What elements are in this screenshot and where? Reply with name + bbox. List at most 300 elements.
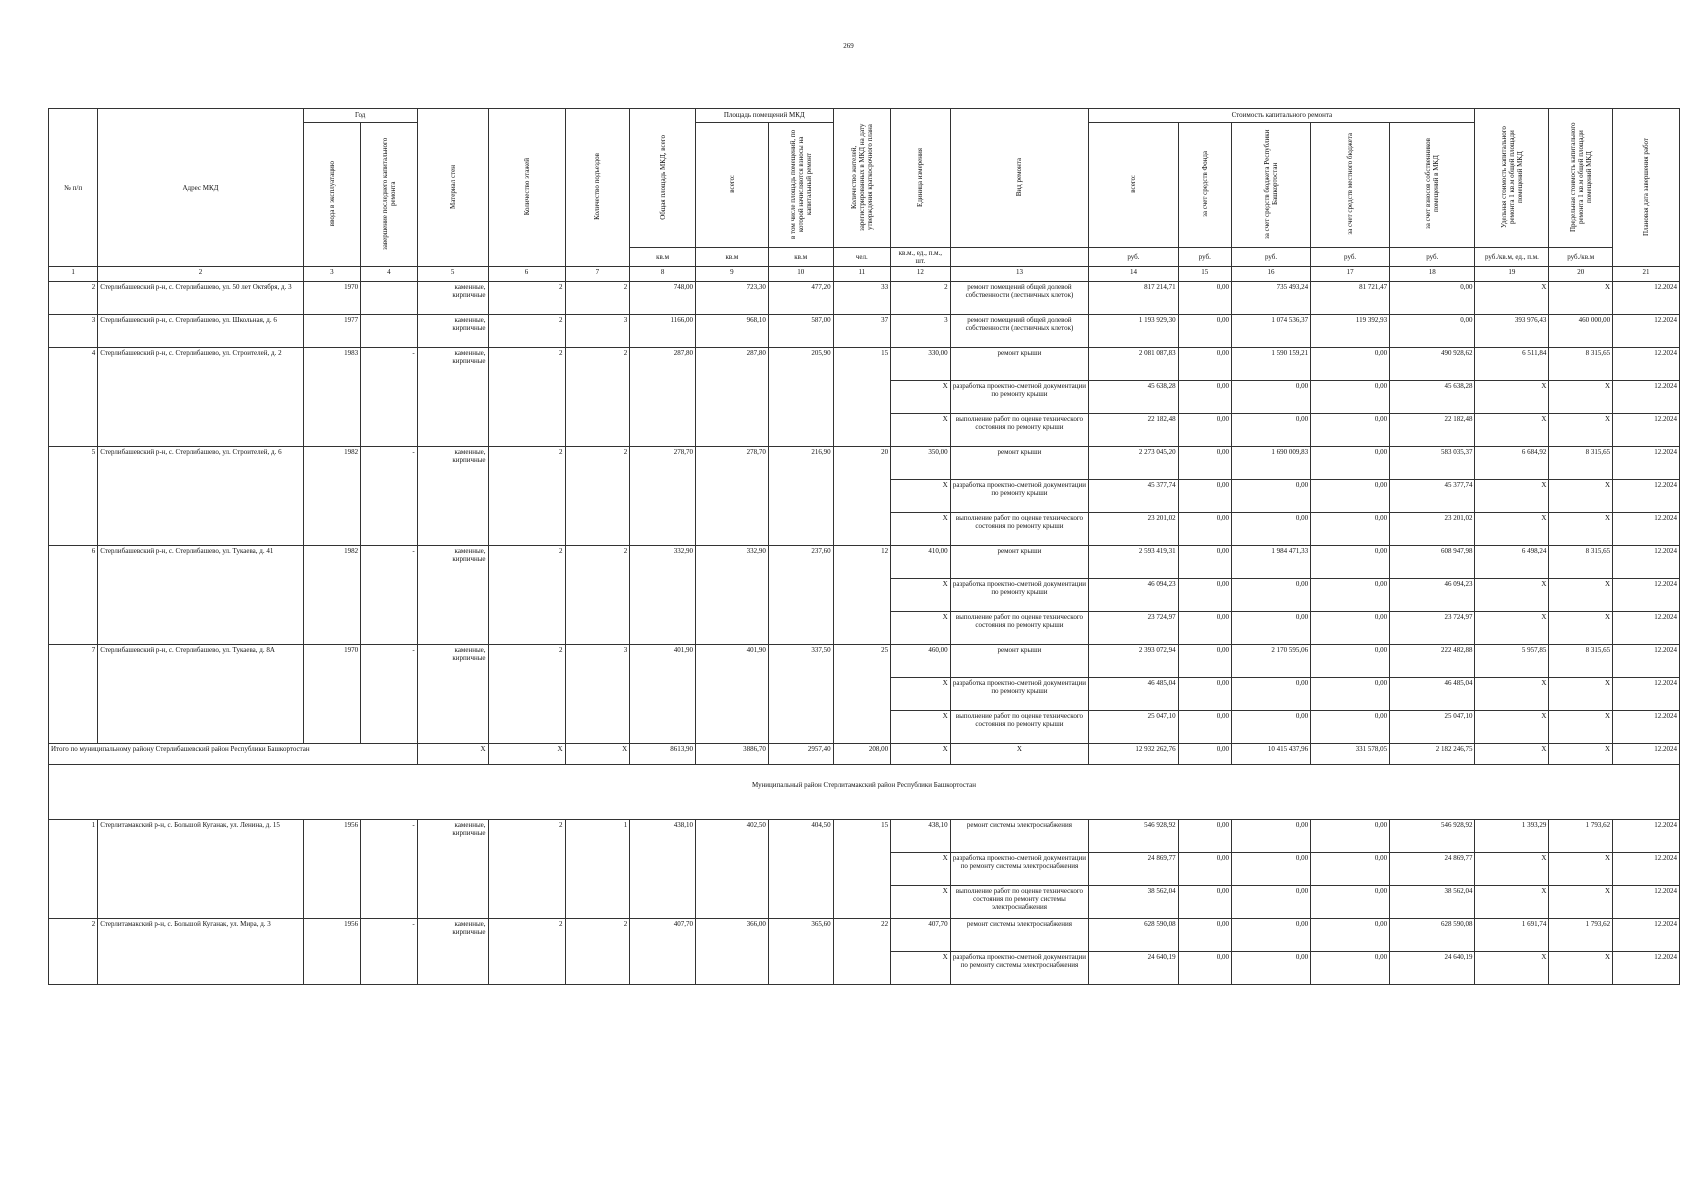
header-cost-total: всего: xyxy=(1089,123,1178,248)
limit-cost: 8 315,65 xyxy=(1549,546,1613,579)
cost-total: 2 593 419,31 xyxy=(1089,546,1178,579)
deadline: 12.2024 xyxy=(1613,315,1680,348)
column-number: 9 xyxy=(695,267,768,282)
cost-local: 0,00 xyxy=(1311,612,1390,645)
year-last-repair: - xyxy=(361,645,418,744)
deadline: 12.2024 xyxy=(1613,579,1680,612)
cost-total: 2 081 087,83 xyxy=(1089,348,1178,381)
work-quantity: X xyxy=(891,513,951,546)
cost-fund: 0,00 xyxy=(1178,381,1231,414)
residents-count: 15 xyxy=(833,820,891,919)
header-floors: Количество этажей xyxy=(488,109,565,267)
cost-total: 38 562,04 xyxy=(1089,886,1178,919)
cost-total: 25 047,10 xyxy=(1089,711,1178,744)
work-quantity: X xyxy=(891,381,951,414)
header-unit: Единица измерения xyxy=(891,109,951,248)
total-area: 407,70 xyxy=(630,919,696,985)
cost-republic: 0,00 xyxy=(1232,480,1311,513)
subtotal-prem: 3886,70 xyxy=(695,744,768,765)
deadline: 12.2024 xyxy=(1613,513,1680,546)
cost-total: 1 193 929,30 xyxy=(1089,315,1178,348)
cost-total: 24 869,77 xyxy=(1089,853,1178,886)
entrances-count: 2 xyxy=(565,919,630,985)
unit-cost: X xyxy=(1475,579,1549,612)
table-row xyxy=(49,348,1680,381)
header-year: Год xyxy=(303,109,417,123)
column-number: 3 xyxy=(303,267,361,282)
wall-material: каменные, кирпичные xyxy=(417,348,488,447)
entrances-count: 2 xyxy=(565,447,630,546)
cost-local: 0,00 xyxy=(1311,414,1390,447)
house-address: Стерлитамакский р-н, с. Большой Куганак, ул. Мира, д. 3 xyxy=(98,919,303,985)
cost-fund: 0,00 xyxy=(1178,645,1231,678)
work-type: ремонт системы электроснабжения xyxy=(950,820,1089,853)
subtotal-fund: 0,00 xyxy=(1178,744,1231,765)
work-quantity: X xyxy=(891,678,951,711)
cost-total: 546 928,92 xyxy=(1089,820,1178,853)
cost-local: 0,00 xyxy=(1311,579,1390,612)
cost-owners: 583 035,37 xyxy=(1390,447,1475,480)
table-body-district-a xyxy=(49,282,1680,744)
subtotal-date: 12.2024 xyxy=(1613,744,1680,765)
header-limit-cost: Предельная стоимость капитального ремонта 1 кв.м общей площади помещений МКД xyxy=(1549,109,1613,248)
limit-cost: X xyxy=(1549,711,1613,744)
limit-cost: X xyxy=(1549,952,1613,985)
column-number: 16 xyxy=(1232,267,1311,282)
limit-cost: 460 000,00 xyxy=(1549,315,1613,348)
premises-area-residential: 365,60 xyxy=(768,919,833,985)
table-row xyxy=(49,546,1680,579)
cost-local: 0,00 xyxy=(1311,678,1390,711)
work-type: разработка проектно-сметной документации по ремонту крыши xyxy=(950,381,1089,414)
entrances-count: 2 xyxy=(565,348,630,447)
work-type: ремонт системы электроснабжения xyxy=(950,919,1089,952)
limit-cost: X xyxy=(1549,381,1613,414)
residents-count: 37 xyxy=(833,315,891,348)
cost-local: 0,00 xyxy=(1311,480,1390,513)
subtotal-label: Итого по муниципальному району Стерлибашевский район Республики Башкортостан xyxy=(49,744,418,765)
column-number: 8 xyxy=(630,267,696,282)
premises-area: 332,90 xyxy=(695,546,768,645)
cost-fund: 0,00 xyxy=(1178,546,1231,579)
year-last-repair: - xyxy=(361,820,418,919)
unit-cost: 5 957,85 xyxy=(1475,645,1549,678)
work-type: разработка проектно-сметной документации по ремонту крыши xyxy=(950,480,1089,513)
cost-owners: 24 640,19 xyxy=(1390,952,1475,985)
header-cost-republic: за счет средств бюджета Республики Башкортостан xyxy=(1232,123,1311,248)
table-row xyxy=(49,315,1680,348)
year-built: 1956 xyxy=(303,919,361,985)
cost-total: 46 094,23 xyxy=(1089,579,1178,612)
limit-cost: X xyxy=(1549,513,1613,546)
limit-cost: 1 793,62 xyxy=(1549,919,1613,952)
cost-local: 81 721,47 xyxy=(1311,282,1390,315)
wall-material: каменные, кирпичные xyxy=(417,919,488,985)
house-address: Стерлибашевский р-н, с. Стерлибашево, ул. Тукаева, д. 41 xyxy=(98,546,303,645)
cost-republic: 0,00 xyxy=(1232,886,1311,919)
cost-local: 0,00 xyxy=(1311,447,1390,480)
cost-owners: 25 047,10 xyxy=(1390,711,1475,744)
column-numbers-row xyxy=(49,267,1680,282)
work-quantity: 460,00 xyxy=(891,645,951,678)
unit-rub: руб. xyxy=(1390,248,1475,267)
work-quantity: X xyxy=(891,886,951,919)
cost-total: 23 201,02 xyxy=(1089,513,1178,546)
floors-count: 2 xyxy=(488,315,565,348)
work-type: выполнение работ по оценке технического состояния по ремонту крыши xyxy=(950,414,1089,447)
work-quantity: 438,10 xyxy=(891,820,951,853)
deadline: 12.2024 xyxy=(1613,820,1680,853)
cost-republic: 0,00 xyxy=(1232,711,1311,744)
header-cost-local: за счет средств местного бюджета xyxy=(1311,123,1390,248)
limit-cost: X xyxy=(1549,414,1613,447)
column-number: 5 xyxy=(417,267,488,282)
premises-area: 278,70 xyxy=(695,447,768,546)
subtotal-total: 12 932 262,76 xyxy=(1089,744,1178,765)
work-type: ремонт крыши xyxy=(950,546,1089,579)
entrances-count: 3 xyxy=(565,315,630,348)
unit-cost: 6 498,24 xyxy=(1475,546,1549,579)
work-type: выполнение работ по оценке технического состояния по ремонту системы электроснабжения xyxy=(950,886,1089,919)
column-number: 18 xyxy=(1390,267,1475,282)
table-row xyxy=(49,919,1680,952)
limit-cost: 1 793,62 xyxy=(1549,820,1613,853)
entrances-count: 1 xyxy=(565,820,630,919)
deadline: 12.2024 xyxy=(1613,853,1680,886)
cost-fund: 0,00 xyxy=(1178,853,1231,886)
repair-plan-table-container xyxy=(48,108,1680,985)
work-quantity: 407,70 xyxy=(891,919,951,952)
cost-republic: 2 170 595,06 xyxy=(1232,645,1311,678)
column-number: 12 xyxy=(891,267,951,282)
year-built: 1977 xyxy=(303,315,361,348)
cost-owners: 490 928,62 xyxy=(1390,348,1475,381)
cost-owners: 608 947,98 xyxy=(1390,546,1475,579)
repair-plan-table xyxy=(48,108,1680,985)
cost-fund: 0,00 xyxy=(1178,919,1231,952)
work-type: разработка проектно-сметной документации по ремонту системы электроснабжения xyxy=(950,853,1089,886)
cost-local: 0,00 xyxy=(1311,886,1390,919)
cost-total: 628 590,08 xyxy=(1089,919,1178,952)
unit-area: кв.м xyxy=(768,248,833,267)
floors-count: 2 xyxy=(488,820,565,919)
limit-cost: 8 315,65 xyxy=(1549,645,1613,678)
house-address: Стерлибашевский р-н, с. Стерлибашево, ул. Школьная, д. 6 xyxy=(98,315,303,348)
year-last-repair: - xyxy=(361,348,418,447)
cost-owners: 0,00 xyxy=(1390,282,1475,315)
work-quantity: 2 xyxy=(891,282,951,315)
subtotal-type: X xyxy=(950,744,1089,765)
cost-republic: 735 493,24 xyxy=(1232,282,1311,315)
wall-material: каменные, кирпичные xyxy=(417,820,488,919)
column-number: 4 xyxy=(361,267,418,282)
unit-cost: X xyxy=(1475,612,1549,645)
deadline: 12.2024 xyxy=(1613,546,1680,579)
cost-local: 119 392,93 xyxy=(1311,315,1390,348)
cost-fund: 0,00 xyxy=(1178,315,1231,348)
section-title: Муниципальный район Стерлитамакский район Республики Башкортостан xyxy=(49,765,1680,820)
deadline: 12.2024 xyxy=(1613,919,1680,952)
house-number: 7 xyxy=(49,645,98,744)
entrances-count: 3 xyxy=(565,645,630,744)
cost-fund: 0,00 xyxy=(1178,447,1231,480)
subtotal-unit: X xyxy=(1475,744,1549,765)
floors-count: 2 xyxy=(488,546,565,645)
work-quantity: 3 xyxy=(891,315,951,348)
cost-total: 24 640,19 xyxy=(1089,952,1178,985)
cost-owners: 46 485,04 xyxy=(1390,678,1475,711)
work-type: выполнение работ по оценке технического состояния по ремонту крыши xyxy=(950,711,1089,744)
cost-republic: 1 984 471,33 xyxy=(1232,546,1311,579)
subtotal-rb: 10 415 437,96 xyxy=(1232,744,1311,765)
cost-local: 0,00 xyxy=(1311,348,1390,381)
page-number: 269 xyxy=(843,42,854,50)
cost-republic: 0,00 xyxy=(1232,820,1311,853)
table-row xyxy=(49,282,1680,315)
premises-area-residential: 404,50 xyxy=(768,820,833,919)
header-unit-cost: Удельная стоимость капитального ремонта 1 кв.м общей площади помещений МКД xyxy=(1475,109,1549,248)
limit-cost: X xyxy=(1549,678,1613,711)
unit-cost: 6 684,92 xyxy=(1475,447,1549,480)
cost-republic: 0,00 xyxy=(1232,414,1311,447)
header-cost-fund: за счет средств Фонда xyxy=(1178,123,1231,248)
subtotal-residents: 208,00 xyxy=(833,744,891,765)
work-quantity: X xyxy=(891,612,951,645)
cost-fund: 0,00 xyxy=(1178,579,1231,612)
header-premises-area: Площадь помещений МКД xyxy=(695,109,833,123)
cost-total: 22 182,48 xyxy=(1089,414,1178,447)
entrances-count: 2 xyxy=(565,546,630,645)
cost-total: 817 214,71 xyxy=(1089,282,1178,315)
unit-rub-sqm2: руб./кв.м xyxy=(1549,248,1613,267)
total-area: 1166,00 xyxy=(630,315,696,348)
column-number: 13 xyxy=(950,267,1089,282)
table-body-district-b xyxy=(49,820,1680,985)
work-quantity: X xyxy=(891,579,951,612)
unit-rub-sqm: руб./кв.м, ед., п.м. xyxy=(1475,248,1549,267)
cost-fund: 0,00 xyxy=(1178,414,1231,447)
column-number: 6 xyxy=(488,267,565,282)
year-built: 1970 xyxy=(303,645,361,744)
unit-cost: X xyxy=(1475,678,1549,711)
subtotal-local: 331 578,05 xyxy=(1311,744,1390,765)
deadline: 12.2024 xyxy=(1613,282,1680,315)
cost-owners: 46 094,23 xyxy=(1390,579,1475,612)
house-address: Стерлибашевский р-н, с. Стерлибашево, ул. 50 лет Октября, д. 3 xyxy=(98,282,303,315)
house-number: 5 xyxy=(49,447,98,546)
header-premises-residential: в том числе площадь помещений, по которой начисляются взносы на капитальный ремонт xyxy=(768,123,833,248)
house-address: Стерлибашевский р-н, с. Стерлибашево, ул. Строителей, д. 6 xyxy=(98,447,303,546)
limit-cost: X xyxy=(1549,886,1613,919)
unit-cost: 1 393,29 xyxy=(1475,820,1549,853)
cost-fund: 0,00 xyxy=(1178,348,1231,381)
cost-republic: 0,00 xyxy=(1232,612,1311,645)
residents-count: 25 xyxy=(833,645,891,744)
work-type: разработка проектно-сметной документации по ремонту системы электроснабжения xyxy=(950,952,1089,985)
limit-cost: X xyxy=(1549,579,1613,612)
house-number: 6 xyxy=(49,546,98,645)
cost-fund: 0,00 xyxy=(1178,612,1231,645)
entrances-count: 2 xyxy=(565,282,630,315)
year-built: 1983 xyxy=(303,348,361,447)
work-type: ремонт крыши xyxy=(950,645,1089,678)
unit-measure: кв.м., ед., п.м., шт. xyxy=(891,248,951,267)
premises-area-residential: 205,90 xyxy=(768,348,833,447)
limit-cost: 8 315,65 xyxy=(1549,447,1613,480)
cost-republic: 0,00 xyxy=(1232,579,1311,612)
wall-material: каменные, кирпичные xyxy=(417,282,488,315)
premises-area: 401,90 xyxy=(695,645,768,744)
cost-fund: 0,00 xyxy=(1178,282,1231,315)
premises-area: 287,80 xyxy=(695,348,768,447)
limit-cost: X xyxy=(1549,282,1613,315)
subtotal-floors: X xyxy=(488,744,565,765)
year-last-repair: - xyxy=(361,546,418,645)
work-type: ремонт помещений общей долевой собственности (лестничных клеток) xyxy=(950,315,1089,348)
unit-rub: руб. xyxy=(1311,248,1390,267)
cost-owners: 22 182,48 xyxy=(1390,414,1475,447)
premises-area: 723,30 xyxy=(695,282,768,315)
floors-count: 2 xyxy=(488,919,565,985)
column-number: 19 xyxy=(1475,267,1549,282)
cost-local: 0,00 xyxy=(1311,513,1390,546)
unit-cost: 1 691,74 xyxy=(1475,919,1549,952)
cost-fund: 0,00 xyxy=(1178,513,1231,546)
table-row xyxy=(49,645,1680,678)
cost-republic: 1 590 159,21 xyxy=(1232,348,1311,381)
header-year-last: завершение последнего капитального ремонта xyxy=(361,123,418,267)
subtotal-prem-res: 2957,40 xyxy=(768,744,833,765)
work-type: ремонт крыши xyxy=(950,447,1089,480)
year-built: 1982 xyxy=(303,546,361,645)
deadline: 12.2024 xyxy=(1613,447,1680,480)
table-row xyxy=(49,447,1680,480)
cost-fund: 0,00 xyxy=(1178,480,1231,513)
column-number: 1 xyxy=(49,267,98,282)
premises-area-residential: 477,20 xyxy=(768,282,833,315)
deadline: 12.2024 xyxy=(1613,711,1680,744)
column-number: 14 xyxy=(1089,267,1178,282)
cost-total: 2 273 045,20 xyxy=(1089,447,1178,480)
deadline: 12.2024 xyxy=(1613,952,1680,985)
work-quantity: X xyxy=(891,414,951,447)
year-built: 1956 xyxy=(303,820,361,919)
residents-count: 12 xyxy=(833,546,891,645)
deadline: 12.2024 xyxy=(1613,348,1680,381)
unit-rub: руб. xyxy=(1178,248,1231,267)
unit-cost: 393 976,43 xyxy=(1475,315,1549,348)
subtotal-entrances: X xyxy=(565,744,630,765)
cost-local: 0,00 xyxy=(1311,711,1390,744)
unit-cost: X xyxy=(1475,711,1549,744)
cost-owners: 23 724,97 xyxy=(1390,612,1475,645)
cost-republic: 0,00 xyxy=(1232,381,1311,414)
house-number: 3 xyxy=(49,315,98,348)
premises-area-residential: 237,60 xyxy=(768,546,833,645)
total-area: 401,90 xyxy=(630,645,696,744)
floors-count: 2 xyxy=(488,447,565,546)
work-type: разработка проектно-сметной документации по ремонту крыши xyxy=(950,579,1089,612)
deadline: 12.2024 xyxy=(1613,645,1680,678)
work-type: разработка проектно-сметной документации по ремонту крыши xyxy=(950,678,1089,711)
unit-cost: X xyxy=(1475,381,1549,414)
house-number: 2 xyxy=(49,282,98,315)
total-area: 438,10 xyxy=(630,820,696,919)
deadline: 12.2024 xyxy=(1613,678,1680,711)
floors-count: 2 xyxy=(488,348,565,447)
cost-local: 0,00 xyxy=(1311,919,1390,952)
unit-cost: X xyxy=(1475,480,1549,513)
work-quantity: 330,00 xyxy=(891,348,951,381)
cost-total: 46 485,04 xyxy=(1089,678,1178,711)
deadline: 12.2024 xyxy=(1613,414,1680,447)
year-last-repair: - xyxy=(361,919,418,985)
header-deadline: Плановая дата завершения работ xyxy=(1613,109,1680,267)
year-built: 1982 xyxy=(303,447,361,546)
column-number: 15 xyxy=(1178,267,1231,282)
house-address: Стерлитамакский р-н, с. Большой Куганак, ул. Ленина, д. 15 xyxy=(98,820,303,919)
cost-owners: 45 638,28 xyxy=(1390,381,1475,414)
column-number: 2 xyxy=(98,267,303,282)
premises-area: 366,00 xyxy=(695,919,768,985)
header-residents: Количество жителей, зарегистрированных в МКД на дату утверждения краткосрочного плана xyxy=(833,109,891,248)
cost-republic: 0,00 xyxy=(1232,853,1311,886)
premises-area: 402,50 xyxy=(695,820,768,919)
limit-cost: X xyxy=(1549,612,1613,645)
floors-count: 2 xyxy=(488,282,565,315)
floors-count: 2 xyxy=(488,645,565,744)
header-cost: Стоимость капитального ремонта xyxy=(1089,109,1475,123)
house-number: 1 xyxy=(49,820,98,919)
cost-local: 0,00 xyxy=(1311,546,1390,579)
limit-cost: X xyxy=(1549,853,1613,886)
premises-area-residential: 337,50 xyxy=(768,645,833,744)
work-type: выполнение работ по оценке технического состояния по ремонту крыши xyxy=(950,513,1089,546)
column-number: 17 xyxy=(1311,267,1390,282)
subtotal-area: 8613,90 xyxy=(630,744,696,765)
total-area: 332,90 xyxy=(630,546,696,645)
cost-fund: 0,00 xyxy=(1178,886,1231,919)
year-built: 1970 xyxy=(303,282,361,315)
limit-cost: X xyxy=(1549,480,1613,513)
cost-republic: 0,00 xyxy=(1232,919,1311,952)
unit-cost: X xyxy=(1475,414,1549,447)
work-quantity: X xyxy=(891,853,951,886)
cost-owners: 24 869,77 xyxy=(1390,853,1475,886)
unit-people: чел. xyxy=(833,248,891,267)
header-material: Материал стен xyxy=(417,109,488,267)
cost-total: 45 638,28 xyxy=(1089,381,1178,414)
premises-area-residential: 216,90 xyxy=(768,447,833,546)
cost-fund: 0,00 xyxy=(1178,820,1231,853)
deadline: 12.2024 xyxy=(1613,886,1680,919)
residents-count: 22 xyxy=(833,919,891,985)
unit-cost: X xyxy=(1475,513,1549,546)
year-last-repair xyxy=(361,282,418,315)
cost-local: 0,00 xyxy=(1311,645,1390,678)
section-title-row xyxy=(49,765,1680,820)
work-quantity: 350,00 xyxy=(891,447,951,480)
unit-rub: руб. xyxy=(1232,248,1311,267)
premises-area-residential: 587,00 xyxy=(768,315,833,348)
cost-republic: 1 074 536,37 xyxy=(1232,315,1311,348)
cost-republic: 0,00 xyxy=(1232,513,1311,546)
deadline: 12.2024 xyxy=(1613,381,1680,414)
unit-blank xyxy=(950,248,1089,267)
cost-owners: 222 482,88 xyxy=(1390,645,1475,678)
cost-owners: 45 377,74 xyxy=(1390,480,1475,513)
unit-area: кв.м xyxy=(695,248,768,267)
